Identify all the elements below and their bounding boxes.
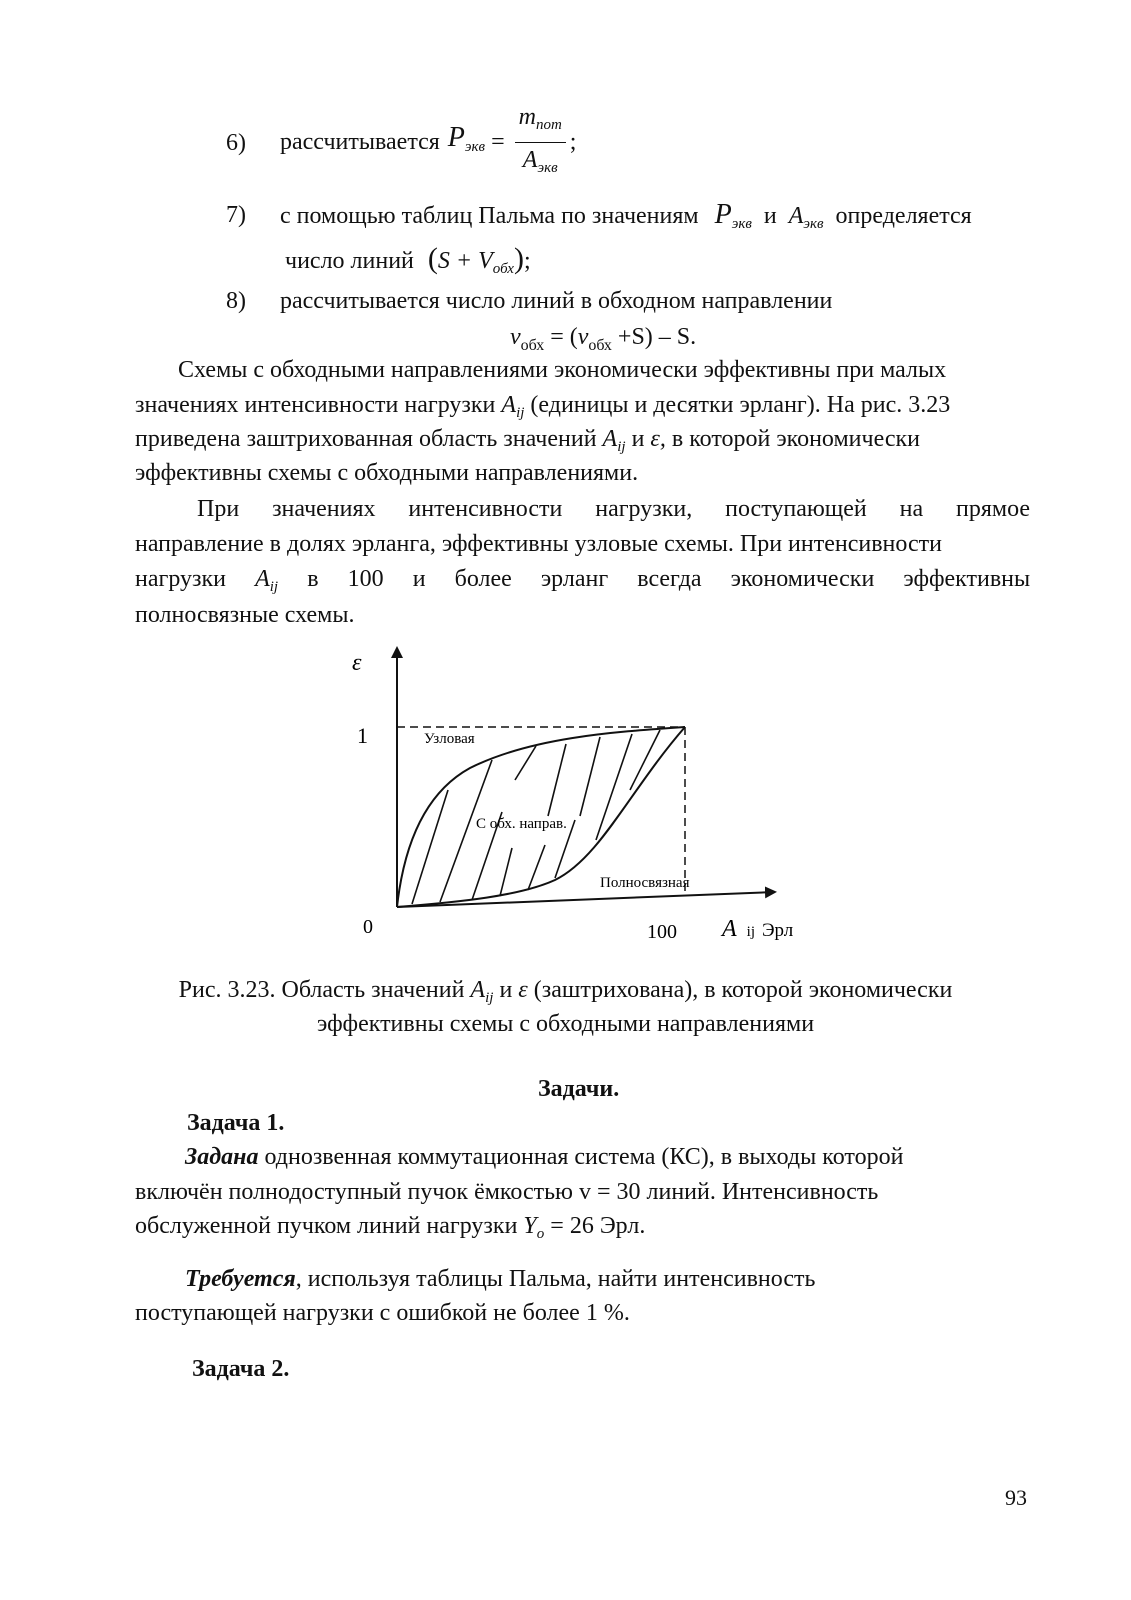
x-axis-a: A [722, 916, 737, 942]
epsilon-symbol: ε [518, 977, 528, 1003]
task-1-line3 [135, 1211, 645, 1249]
text: = 26 Эрл. [544, 1213, 646, 1239]
a-symbol: A [470, 977, 486, 1003]
text: однозвенная коммутационная система (КС), в выходы которой [258, 1144, 904, 1170]
region-bypass-label: С обх. направ. [476, 816, 567, 832]
step-7-tail: определяется [835, 203, 972, 229]
m-subscript: пот [535, 116, 562, 133]
equals-sign: = [491, 129, 505, 155]
word: значениях [272, 496, 376, 522]
a-symbol: A [522, 146, 538, 173]
step-6 [226, 128, 246, 158]
region-mesh-label: Полносвязная [600, 875, 690, 891]
step-number: 8) [226, 288, 246, 314]
x-tick-100: 100 [647, 921, 677, 943]
text: Рис. 3.23. Область значений [178, 977, 465, 1003]
para1-line3 [135, 424, 920, 462]
text: значениях интенсивности нагрузки [135, 392, 496, 418]
region-nodal-label: Узловая [424, 731, 475, 747]
step-7-line2 [285, 244, 531, 284]
v-subscript: обх [492, 261, 514, 277]
open-paren: ( [427, 242, 438, 275]
step-7 [226, 200, 246, 230]
task-1-line1 [185, 1142, 903, 1172]
para2-line3 [135, 564, 1030, 602]
word: При [197, 496, 240, 522]
word: поступающей [725, 496, 867, 522]
v-subscript: обх [588, 337, 612, 354]
page-number: 93 [1005, 1485, 1027, 1510]
v-symbol: v [577, 324, 589, 350]
word: 100 [347, 566, 384, 592]
m-symbol: m [518, 103, 536, 130]
origin-label: 0 [363, 916, 373, 938]
step-6-label: рассчитывается [280, 129, 440, 155]
para2-line4: полносвязные схемы. [135, 602, 355, 628]
required-keyword: Требуется [185, 1266, 296, 1292]
text: в которой экономически [671, 426, 920, 452]
fraction [515, 102, 566, 183]
y-symbol: Y [523, 1213, 537, 1239]
text: (единицы и десятки эрланг). На рис. 3.23 [530, 392, 951, 418]
y-subscript: o [536, 1226, 545, 1242]
step-8-label: рассчитывается число линий в обходном направлении [280, 288, 833, 314]
text: , используя таблицы Пальма, найти интенсивность [295, 1266, 816, 1292]
word: и [412, 566, 426, 592]
y-tick-one: 1 [357, 723, 368, 748]
word: эффективны [903, 566, 1031, 592]
text: (заштрихована), в которой экономически [533, 977, 953, 1003]
p-ekv: $P_{экв}$ [447, 121, 486, 155]
a-symbol: A [602, 426, 618, 452]
given-keyword: Задана [185, 1144, 259, 1170]
a-subscript: ij [617, 439, 626, 455]
y-axis-label: ε [352, 650, 362, 676]
efficiency-region-figure [0, 640, 1131, 960]
text: и [631, 426, 645, 452]
step-8 [226, 286, 246, 316]
word: в [307, 566, 319, 592]
para1-line2 [135, 390, 950, 428]
lines-count-label: число линий [285, 248, 414, 274]
formula-middle: = ( [544, 324, 578, 350]
title-text: Задача 2. [192, 1356, 290, 1382]
step-number: 7) [226, 202, 246, 228]
para2-line1 [135, 494, 1030, 524]
task-2-title [192, 1354, 289, 1384]
task-1-line5: поступающей нагрузки с ошибкой не более 1 %. [135, 1300, 630, 1326]
a-subscript: ij [516, 405, 525, 421]
a-subscript: ij [485, 990, 494, 1006]
formula-end: +S) – S. [611, 324, 697, 350]
task-1-line2: включён полнодоступный пучок ёмкостью v = 30 линий. Интенсивность [135, 1179, 879, 1205]
a-symbol: A [501, 392, 517, 418]
v-subscript: обх [520, 337, 545, 354]
text: приведена заштрихованная область значений [135, 426, 597, 452]
word: всегда [637, 566, 702, 592]
word: эрланг [540, 566, 609, 592]
step-7-label: с помощью таблиц Пальма по значениям [280, 203, 699, 229]
x-axis [397, 892, 775, 907]
word: нагрузки, [595, 496, 693, 522]
a-ij: $A_{ij}$ [255, 566, 279, 595]
x-axis-label [720, 916, 794, 942]
figure-caption-line2: эффективны схемы с обходными направлениями [316, 1011, 815, 1037]
epsilon-symbol: ε, [650, 426, 666, 452]
semicolon: ; [523, 248, 531, 274]
text: обслуженной пучком линий нагрузки [135, 1213, 524, 1239]
step-7-text [280, 200, 972, 239]
title-text: Задача 1. [187, 1110, 285, 1136]
para2-line2: направление в долях эрланга, эффективны узловые схемы. При интенсивности [135, 531, 942, 557]
s-plus-v: S + V [437, 248, 493, 274]
conjunction: и [763, 203, 777, 229]
x-axis-unit: Эрл [762, 920, 794, 941]
para1-line4: эффективны схемы с обходными направлениями. [135, 460, 639, 486]
word: нагрузки [135, 566, 227, 592]
task-1-title [187, 1108, 284, 1138]
step-6-text [280, 102, 576, 182]
para1-line1: Схемы с обходными направлениями экономически эффективны при малых [178, 357, 947, 383]
tasks-heading [538, 1074, 619, 1104]
text: и [499, 977, 513, 1003]
p-ekv: $P_{экв}$ [714, 199, 752, 232]
close-paren: ) [513, 242, 524, 275]
word: более [454, 566, 512, 592]
word: прямое [956, 496, 1031, 522]
heading-text: Задачи. [538, 1076, 620, 1102]
word: интенсивности [408, 496, 563, 522]
task-1-line4 [185, 1264, 815, 1294]
semicolon: ; [569, 129, 577, 155]
step-8-text [280, 286, 832, 316]
a-ekv: $A_{экв}$ [788, 203, 824, 232]
v-symbol: v [510, 324, 521, 350]
a-subscript: экв [537, 159, 558, 176]
word: экономически [730, 566, 875, 592]
x-axis-sub: ij [746, 924, 756, 940]
word: на [899, 496, 924, 522]
step-number: 6) [226, 130, 246, 156]
